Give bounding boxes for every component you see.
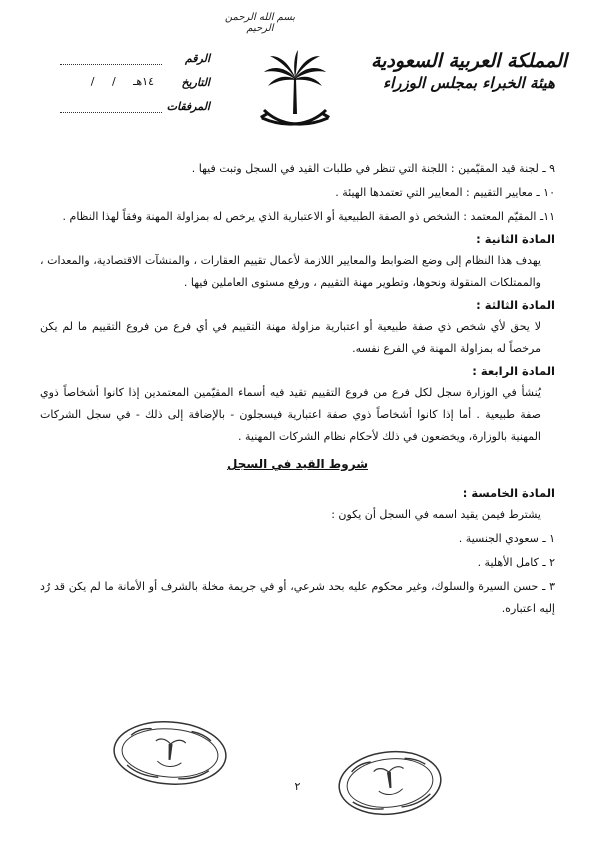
reference-block [60, 50, 210, 122]
palm-and-swords-emblem-icon [250, 48, 340, 138]
country-name: المملكة العربية السعودية [370, 50, 568, 72]
article-4-heading: المادة الرابعة : [472, 364, 555, 378]
reference-number-line [60, 64, 162, 65]
date-row [60, 74, 210, 98]
section-heading: شروط القيد في السجل [227, 457, 368, 471]
article-2-text: يهدف هذا النظام إلى وضع الضوابط والمعايير اللازمة لأعمال تقييم العقارات ، والمنشآت الاقتصادية، والمعدات ، والممتلكات المنقولة ونحوها، وتطوير مهنة التقييم ، ورفع مستوى العاملين فيها . [40, 254, 541, 289]
definition-item: ١١ـ المقيّم المعتمد : الشخص ذو الصفة الطبيعية أو الاعتبارية الذي يرخص له بمزاولة المهنة وفقاً لهذا النظام . [62, 210, 555, 223]
article-3-heading: المادة الثالثة : [476, 298, 555, 312]
article-4-text: يُنشأ في الوزارة سجل لكل فرع من فروع التقييم تقيد فيه أسماء المقيّمين المعتمدين إذا كانوا أشخاصاً ذوي صفة طبيعية . أما إذا كانوا أشخاصاً ذوي صفة اعتبارية فيسجلون - بالإضافة إلى ذلك - في سجل الشركات المهنية بالوزارة، ويخضعون في ذلك لأحكام نظام الشركات المهنية . [40, 386, 541, 443]
condition-item: ٣ ـ حسن السيرة والسلوك، وغير محكوم عليه بحد شرعي، أو في جريمة مخلة بالشرف أو الأمانة ما لم يكن قد رُد إليه اعتباره. [40, 580, 555, 615]
attachments-line [60, 112, 162, 113]
date-label: التاريخ [181, 76, 210, 89]
article-3-text: لا يحق لأي شخص ذي صفة طبيعية أو اعتبارية مزاولة مهنة التقييم في أي فرع من فروع التقييم ما لم يكن مرخصاً له بمزاولة المهنة في الفرع نفسه. [40, 320, 541, 355]
agency-name: هيئة الخبراء بمجلس الوزراء [383, 74, 555, 92]
condition-item: ١ ـ سعودي الجنسية . [458, 532, 555, 545]
basmala-calligraphy: بسم الله الرحمن الرحيم [224, 12, 296, 34]
attachments-row [60, 98, 210, 122]
document-body [40, 158, 555, 620]
article-5-intro: يشترط فيمن يقيد اسمه في السجل أن يكون : [331, 508, 541, 521]
attachments-label: المرفقات [166, 100, 210, 113]
reference-number-label: الرقم [184, 52, 210, 65]
organization-header [369, 50, 569, 92]
date-value: / / ١٤هـ [90, 75, 154, 88]
condition-item: ٢ ـ كامل الأهلية . [477, 556, 555, 569]
definition-item: ١٠ ـ معايير التقييم : المعايير التي تعتمدها الهيئة . [335, 186, 555, 199]
article-5-heading: المادة الخامسة : [462, 486, 555, 500]
article-2-heading: المادة الثانية : [476, 232, 555, 246]
definition-item: ٩ ـ لجنة قيد المقيّمين : اللجنة التي تنظر في طلبات القيد في السجل وتبت فيها . [191, 162, 555, 175]
page-number: ٢ [294, 780, 301, 793]
reference-number-row [60, 50, 210, 74]
